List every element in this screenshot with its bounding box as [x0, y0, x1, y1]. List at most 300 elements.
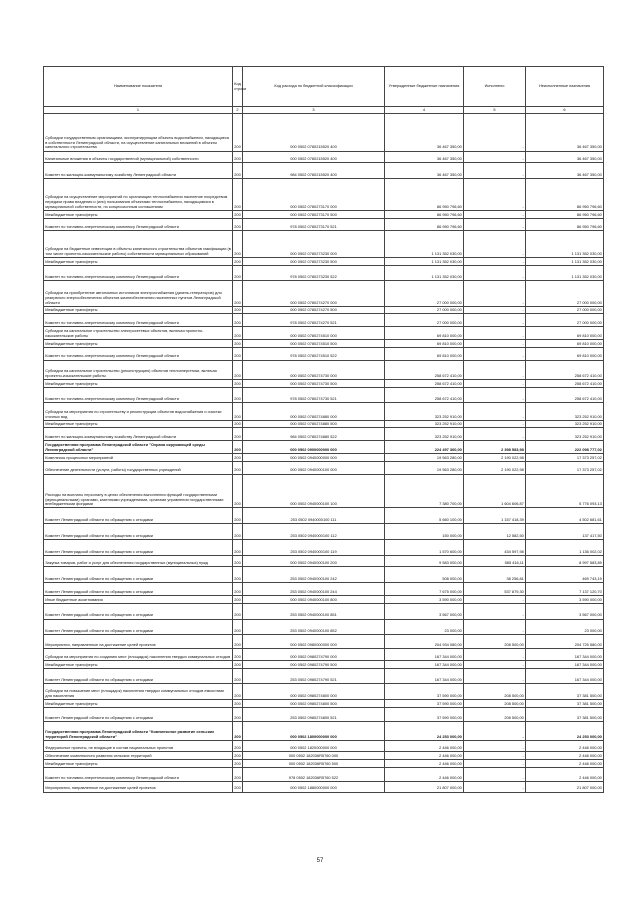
row-kbk: 253 0502 0980274800 521	[243, 708, 385, 722]
column-number: 2	[233, 107, 243, 114]
row-approved: 2 446 000,00	[385, 740, 464, 752]
row-unexecuted: 1 131 352 030,00	[526, 266, 604, 281]
row-name: Комитет Ленинградской области по обращению с отходами	[44, 508, 233, 524]
table-row	[44, 380, 604, 388]
row-code: 200	[233, 441, 243, 454]
row-unexecuted: 323 252 910,00	[526, 428, 604, 441]
row-kbk: 000 0502 0940000100 000	[243, 461, 385, 474]
row-approved: 7 675 000,00	[385, 583, 464, 596]
table-row	[44, 760, 604, 768]
row-executed: 434 597,98	[464, 539, 526, 555]
row-executed: -	[464, 327, 526, 340]
row-executed: -	[464, 420, 526, 428]
row-approved: 69 810 000,00	[385, 327, 464, 340]
row-code: 200	[233, 402, 243, 420]
row-unexecuted: 258 672 410,00	[526, 360, 604, 380]
row-kbk: 253 0502 0940000100 244	[243, 583, 385, 596]
row-approved: 3 567 000,00	[385, 603, 464, 619]
row-executed: -	[464, 603, 526, 619]
row-executed: -	[464, 218, 526, 231]
row-code: 200	[233, 603, 243, 619]
row-approved: 1 570 600,00	[385, 539, 464, 555]
row-code: 200	[233, 767, 243, 781]
table-row	[44, 684, 604, 700]
row-name: Комитет по топливно-энергетическому комплексу Ленинградской области	[44, 388, 233, 403]
row-name: Субсидии государственным организациям, эксплуатирующим объекты водоснабжения, находящиеся в собственности Ленинградской области, на осуществление капитальных вложений в объекты капитального строительства	[44, 113, 233, 151]
row-kbk: 000 0502 0780274880 500	[243, 420, 385, 428]
row-code: 200	[234, 307, 241, 313]
row-unexecuted: 2 446 000,00	[526, 767, 604, 781]
row-name: Межбюджетные трансферты	[44, 339, 233, 347]
row-approved: 3 590 000,00	[385, 596, 464, 604]
row-code: 200	[233, 668, 243, 684]
row-kbk: 000 0502 0780274730 500	[243, 380, 385, 388]
row-unexecuted: 258 672 410,00	[526, 380, 604, 388]
row-code: 200	[233, 280, 243, 306]
row-unexecuted: 1 136 002,02	[526, 539, 604, 555]
row-name: Государственная программа Ленинградской области "Охрана окружающей среды Ленинградской области"	[44, 441, 233, 454]
header-unexecuted: Неисполненные назначения	[526, 67, 604, 107]
row-name: Субсидии на мероприятия по строительству и реконструкции объектов водоснабжения и очистки сточных вод	[44, 402, 233, 420]
row-name: Субсидии на капитальное строительство электросетевых объектов, включая проектно-изыскательские работы	[44, 327, 233, 340]
row-name: Иные бюджетные ассигнования	[44, 596, 233, 604]
row-name: Субсидии на капитальное строительство (реконструкцию) объектов теплоэнергетики, включая проектно-изыскательские работы	[44, 360, 233, 380]
row-executed: -	[464, 280, 526, 306]
row-name: Комитет по топливно-энергетическому комплексу Ленинградской области	[44, 767, 233, 781]
row-name: Межбюджетные трансферты	[44, 210, 233, 218]
row-kbk: 000 0502 0780274510 500	[243, 339, 385, 347]
row-executed: -	[464, 231, 526, 258]
row-name: Субсидии на осуществление мероприятий по организации теплоснабжения население посредством передачи права владения и (или) пользования объектами теплоснабжения, находящимися в муниципальной собственности, по концессионным соглашениям	[44, 179, 233, 211]
row-name: Обеспечение комплексного развития сельских территорий	[44, 752, 233, 760]
row-kbk: 000 0502 0980274790 500	[243, 660, 385, 668]
row-kbk: 978 0502 0780273170 521	[243, 218, 385, 231]
row-approved: 86 950 796,60	[385, 218, 464, 231]
row-executed: -	[464, 596, 526, 604]
row-executed: 1 604 606,87	[464, 474, 526, 508]
row-code: 200	[233, 721, 243, 740]
row-unexecuted: 323 252 910,00	[526, 420, 604, 428]
row-code: 200	[234, 753, 241, 759]
row-executed: 208 500,00	[464, 708, 526, 722]
row-approved: 323 252 910,00	[385, 428, 464, 441]
table-row	[44, 508, 604, 524]
row-executed: -	[464, 210, 526, 218]
table-row	[44, 388, 604, 403]
row-kbk: 000 0502 0940000100 200	[243, 555, 385, 567]
row-executed: -	[464, 721, 526, 740]
row-kbk: 978 0502 0780274730 521	[243, 388, 385, 403]
row-executed: 208 500,00	[464, 700, 526, 708]
row-code: 200	[234, 258, 241, 264]
row-approved: 258 672 410,00	[385, 388, 464, 403]
row-approved: 27 000 000,00	[385, 306, 464, 314]
row-name: Закупка товаров, работ и услуг для обеспечения государственных (муниципальных) нужд	[44, 555, 233, 567]
row-unexecuted: 4 502 681,61	[526, 508, 604, 524]
row-unexecuted: 27 000 000,00	[526, 314, 604, 327]
row-approved: 37 590 000,00	[385, 700, 464, 708]
row-name: Субсидии на мероприятия по созданию мест (площадок) накопления твердых коммунальных отходов	[44, 649, 233, 661]
table-row	[44, 339, 604, 347]
row-code: 200	[234, 661, 241, 667]
row-approved: 5 660 100,00	[385, 508, 464, 524]
row-unexecuted: 37 381 500,00	[526, 684, 604, 700]
row-approved: 86 950 796,60	[385, 179, 464, 211]
row-approved: 323 252 910,00	[385, 420, 464, 428]
row-approved: 9 583 000,00	[385, 555, 464, 567]
row-code: 200	[233, 524, 243, 540]
row-code: 200	[233, 179, 243, 211]
row-executed: 2 190 022,98	[464, 453, 526, 461]
table-row	[44, 583, 604, 596]
row-code: 200	[233, 740, 243, 752]
row-unexecuted: 469 743,19	[526, 567, 604, 583]
row-code: 200	[233, 151, 243, 163]
row-executed: -	[464, 306, 526, 314]
row-unexecuted: 37 381 500,00	[526, 708, 604, 722]
row-unexecuted: 2 446 000,00	[526, 740, 604, 752]
table-row	[44, 402, 604, 420]
row-approved: 1 131 352 030,00	[385, 231, 464, 258]
row-approved: 23 000,00	[385, 619, 464, 635]
row-code: 200	[233, 163, 243, 179]
column-number-row	[44, 107, 604, 114]
row-kbk: 000 0502 182036R5760 500	[243, 760, 385, 768]
row-name: Комитет по топливно-энергетическому комплексу Ленинградской области	[44, 218, 233, 231]
row-name: Межбюджетные трансферты	[44, 258, 233, 266]
table-row	[44, 347, 604, 360]
row-approved: 86 950 796,60	[385, 210, 464, 218]
table-row	[44, 266, 604, 281]
row-executed: -	[464, 258, 526, 266]
row-kbk: 000 0502 1820000000 000	[243, 740, 385, 752]
row-unexecuted: 21 807 000,00	[526, 781, 604, 792]
row-approved: 7 380 700,00	[385, 474, 464, 508]
row-kbk: 978 0502 182036R5760 522	[243, 767, 385, 781]
table-row	[44, 179, 604, 211]
row-kbk: 978 0502 0780273230 522	[243, 266, 385, 281]
row-executed: -	[464, 347, 526, 360]
row-unexecuted: 1 131 352 030,00	[526, 231, 604, 258]
row-code: 200	[234, 700, 241, 706]
row-unexecuted: 222 098 777,02	[526, 441, 604, 454]
row-code: 200	[233, 327, 243, 340]
row-name: Комитет Ленинградской области по обращению с отходами	[44, 539, 233, 555]
row-approved: 167 344 000,00	[385, 668, 464, 684]
row-unexecuted: 17 373 257,02	[526, 461, 604, 474]
table-body	[44, 113, 604, 792]
table-row	[44, 603, 604, 619]
row-executed: -	[464, 113, 526, 151]
row-approved: 19 563 280,00	[385, 453, 464, 461]
row-executed: -	[464, 428, 526, 441]
row-unexecuted: 36 467 350,00	[526, 151, 604, 163]
row-approved: 36 467 350,00	[385, 163, 464, 179]
column-number: 3	[243, 107, 385, 114]
row-name: Межбюджетные трансферты	[44, 420, 233, 428]
table-row	[44, 280, 604, 306]
row-kbk: 000 0502 0780273170 000	[243, 179, 385, 211]
row-executed: -	[464, 163, 526, 179]
row-kbk: 000 0502 0940000100 100	[243, 474, 385, 508]
table-row	[44, 231, 604, 258]
row-name: Комитет по топливно-энергетическому комплексу Ленинградской области	[44, 347, 233, 360]
row-unexecuted: 69 810 000,00	[526, 339, 604, 347]
row-executed: -	[464, 767, 526, 781]
row-approved: 323 252 910,00	[385, 402, 464, 420]
table-row	[44, 700, 604, 708]
budget-table	[43, 66, 604, 793]
row-unexecuted: 37 381 500,00	[526, 700, 604, 708]
row-unexecuted: 8 997 583,89	[526, 555, 604, 567]
row-executed: -	[464, 388, 526, 403]
table-row	[44, 596, 604, 604]
row-code: 200	[234, 596, 241, 602]
table-row	[44, 474, 604, 508]
table-row	[44, 151, 604, 163]
row-approved: 21 807 000,00	[385, 781, 464, 792]
row-approved: 24 253 000,00	[385, 721, 464, 740]
row-executed: -	[464, 781, 526, 792]
table-row	[44, 539, 604, 555]
row-code: 200	[233, 428, 243, 441]
row-code: 200	[234, 454, 241, 460]
row-approved: 2 446 000,00	[385, 752, 464, 760]
row-name: Комитет по жилищно-коммунальному хозяйству Ленинградской области	[44, 163, 233, 179]
row-code: 200	[233, 266, 243, 281]
table-row	[44, 619, 604, 635]
row-unexecuted: 323 252 910,00	[526, 402, 604, 420]
table-row	[44, 441, 604, 454]
row-code: 200	[233, 649, 243, 661]
row-kbk: 000 0502 0940000000 000	[243, 453, 385, 461]
row-kbk: 000 0502 182036R5760 000	[243, 752, 385, 760]
row-name: Межбюджетные трансферты	[44, 700, 233, 708]
row-unexecuted: 2 446 000,00	[526, 752, 604, 760]
row-unexecuted: 167 344 000,00	[526, 668, 604, 684]
row-code: 200	[234, 760, 241, 766]
row-name: Мероприятия, направленные на достижение целей проектов	[44, 781, 233, 792]
row-approved: 1 131 352 030,00	[385, 258, 464, 266]
table-row	[44, 314, 604, 327]
row-kbk: 000 0502 0780273230 500	[243, 258, 385, 266]
row-kbk: 000 0502 0940000100 800	[243, 596, 385, 604]
table-row	[44, 721, 604, 740]
row-kbk: 253 0502 0940000100 119	[243, 539, 385, 555]
row-code: 200	[233, 388, 243, 403]
row-approved: 37 590 000,00	[385, 684, 464, 700]
row-name: Межбюджетные трансферты	[44, 306, 233, 314]
row-approved: 204 934 080,00	[385, 635, 464, 649]
row-executed: -	[464, 760, 526, 768]
row-unexecuted: 2 446 000,00	[526, 760, 604, 768]
row-kbk: 000 0502 0780274270 500	[243, 306, 385, 314]
row-kbk: 253 0502 0940000100 112	[243, 524, 385, 540]
row-name: Субсидии на бюджетные инвестиции в объекты капитального строительства объектов газификации (в том числе проектно-изыскательские работы) собственности муниципальных образований	[44, 231, 233, 258]
row-executed: 208 500,00	[464, 635, 526, 649]
row-executed: -	[464, 314, 526, 327]
table-row	[44, 752, 604, 760]
table-row	[44, 635, 604, 649]
column-number: 6	[526, 107, 604, 114]
row-code: 200	[233, 461, 243, 474]
row-code: 200	[233, 555, 243, 567]
column-number: 5	[464, 107, 526, 114]
row-approved: 19 563 280,00	[385, 461, 464, 474]
row-unexecuted: 24 253 000,00	[526, 721, 604, 740]
row-approved: 69 810 000,00	[385, 339, 464, 347]
row-name: Государственная программа Ленинградской области "Комплексное развитие сельских территорий Ленинградской области"	[44, 721, 233, 740]
row-approved: 37 590 000,00	[385, 708, 464, 722]
row-code: 200	[233, 583, 243, 596]
row-unexecuted: 23 000,00	[526, 619, 604, 635]
row-executed: 38 256,81	[464, 567, 526, 583]
row-approved: 2 446 000,00	[385, 767, 464, 781]
row-kbk: 000 0502 0780274270 000	[243, 280, 385, 306]
row-unexecuted: 69 810 000,00	[526, 327, 604, 340]
row-approved: 36 467 350,00	[385, 113, 464, 151]
table-row	[44, 327, 604, 340]
row-name: Комитет Ленинградской области по обращению с отходами	[44, 619, 233, 635]
row-unexecuted: 167 344 000,00	[526, 660, 604, 668]
row-name: Субсидии на повышение мест (площадок) накопления твердых коммунальных отходов емкостями для накопления	[44, 684, 233, 700]
row-executed: -	[464, 179, 526, 211]
table-row	[44, 428, 604, 441]
row-unexecuted: 5 776 093,13	[526, 474, 604, 508]
row-code: 200	[233, 781, 243, 792]
row-executed: -	[464, 752, 526, 760]
row-kbk: 253 0502 0980274790 521	[243, 668, 385, 684]
row-kbk: 000 0502 0780274510 000	[243, 327, 385, 340]
row-unexecuted: 27 000 000,00	[526, 306, 604, 314]
row-code: 200	[234, 421, 241, 427]
row-kbk: 984 0502 0780274880 522	[243, 428, 385, 441]
row-code: 200	[233, 474, 243, 508]
row-name: Федеральные проекты, не входящие в состав национальных проектов	[44, 740, 233, 752]
row-approved: 167 344 000,00	[385, 649, 464, 661]
row-unexecuted: 3 567 000,00	[526, 603, 604, 619]
row-name: Комитет по жилищно-коммунальному хозяйству Ленинградской области	[44, 428, 233, 441]
row-unexecuted: 86 950 796,60	[526, 218, 604, 231]
row-kbk: 000 0502 0780273230 000	[243, 231, 385, 258]
row-approved: 150 000,00	[385, 524, 464, 540]
row-unexecuted: 3 590 000,00	[526, 596, 604, 604]
row-code: 200	[233, 619, 243, 635]
row-unexecuted: 7 137 120,70	[526, 583, 604, 596]
row-code: 200	[233, 360, 243, 380]
table-row	[44, 660, 604, 668]
table-row	[44, 453, 604, 461]
row-code: 200	[233, 567, 243, 583]
row-executed: -	[464, 740, 526, 752]
row-name: Мероприятия, направленные на достижение целей проектов	[44, 635, 233, 649]
row-kbk: 253 0502 0940000100 851	[243, 603, 385, 619]
row-approved: 258 672 410,00	[385, 380, 464, 388]
row-code: 200	[233, 708, 243, 722]
table-row	[44, 668, 604, 684]
row-name: Комитет Ленинградской области по обращению с отходами	[44, 668, 233, 684]
row-approved: 27 000 000,00	[385, 280, 464, 306]
header-name: Наименование показателя	[44, 67, 233, 107]
row-kbk: 000 0502 0780274730 000	[243, 360, 385, 380]
row-kbk: 253 0502 0940000100 111	[243, 508, 385, 524]
header-code: Код строки	[233, 67, 243, 107]
table-row	[44, 740, 604, 752]
row-code: 200	[233, 684, 243, 700]
column-number: 1	[44, 107, 233, 114]
row-name: Комитет по топливно-энергетическому комплексу Ленинградской области	[44, 266, 233, 281]
header-row	[44, 67, 604, 107]
row-approved: 36 467 350,00	[385, 151, 464, 163]
table-row	[44, 306, 604, 314]
table-row	[44, 767, 604, 781]
row-approved: 27 000 000,00	[385, 314, 464, 327]
row-kbk: 000 0502 0780274880 000	[243, 402, 385, 420]
row-executed: -	[464, 339, 526, 347]
row-kbk: 000 0502 0900000000 000	[243, 441, 385, 454]
row-name: Расходы на выплаты персоналу в целях обеспечения выполнения функций государственными (муниципальными) органами, казенными учреждениями, органами управления государственными внебюджетными фондами	[44, 474, 233, 508]
row-executed: 2 398 583,98	[464, 441, 526, 454]
table-row	[44, 210, 604, 218]
table-row	[44, 113, 604, 151]
row-unexecuted: 204 725 580,00	[526, 635, 604, 649]
row-kbk: 000 0502 0980000000 000	[243, 635, 385, 649]
row-kbk: 000 0502 1880000000 000	[243, 781, 385, 792]
page-number: 57	[316, 858, 324, 864]
row-kbk: 000 0502 0980274790 000	[243, 649, 385, 661]
table-row	[44, 420, 604, 428]
row-approved: 2 446 000,00	[385, 760, 464, 768]
row-executed: -	[464, 380, 526, 388]
table-row	[44, 360, 604, 380]
row-unexecuted: 27 000 000,00	[526, 280, 604, 306]
row-executed: -	[464, 402, 526, 420]
row-name: Межбюджетные трансферты	[44, 380, 233, 388]
row-executed: -	[464, 360, 526, 380]
row-executed: 208 500,00	[464, 684, 526, 700]
row-code: 200	[233, 539, 243, 555]
row-executed: 537 879,30	[464, 583, 526, 596]
row-kbk: 000 0502 0980274800 500	[243, 700, 385, 708]
row-kbk: 253 0502 0940000100 852	[243, 619, 385, 635]
row-name: Комитет Ленинградской области по обращению с отходами	[44, 708, 233, 722]
row-name: Межбюджетные трансферты	[44, 760, 233, 768]
row-code: 200	[233, 347, 243, 360]
row-kbk: 000 0502 0980274800 000	[243, 684, 385, 700]
row-executed: -	[464, 649, 526, 661]
row-unexecuted: 36 467 350,00	[526, 163, 604, 179]
row-code: 200	[233, 314, 243, 327]
row-executed: 2 190 022,98	[464, 461, 526, 474]
table-row	[44, 649, 604, 661]
row-name: Капитальные вложения в объекты государственной (муниципальной) собственности	[44, 151, 233, 163]
row-approved: 224 497 360,00	[385, 441, 464, 454]
row-name: Комитет Ленинградской области по обращению с отходами	[44, 583, 233, 596]
row-approved: 1 131 352 030,00	[385, 266, 464, 281]
row-executed: 585 416,11	[464, 555, 526, 567]
row-kbk: 253 0502 0940000100 242	[243, 567, 385, 583]
row-kbk: 000 0502 0780215520 400	[243, 113, 385, 151]
row-kbk: 984 0502 0780215520 400	[243, 163, 385, 179]
table-row	[44, 567, 604, 583]
row-executed: -	[464, 266, 526, 281]
row-name: Комитет Ленинградской области по обращению с отходами	[44, 524, 233, 540]
row-unexecuted: 86 950 796,60	[526, 210, 604, 218]
row-code: 200	[234, 340, 241, 346]
row-code: 200	[233, 113, 243, 151]
row-code: 200	[233, 635, 243, 649]
row-executed: -	[464, 668, 526, 684]
